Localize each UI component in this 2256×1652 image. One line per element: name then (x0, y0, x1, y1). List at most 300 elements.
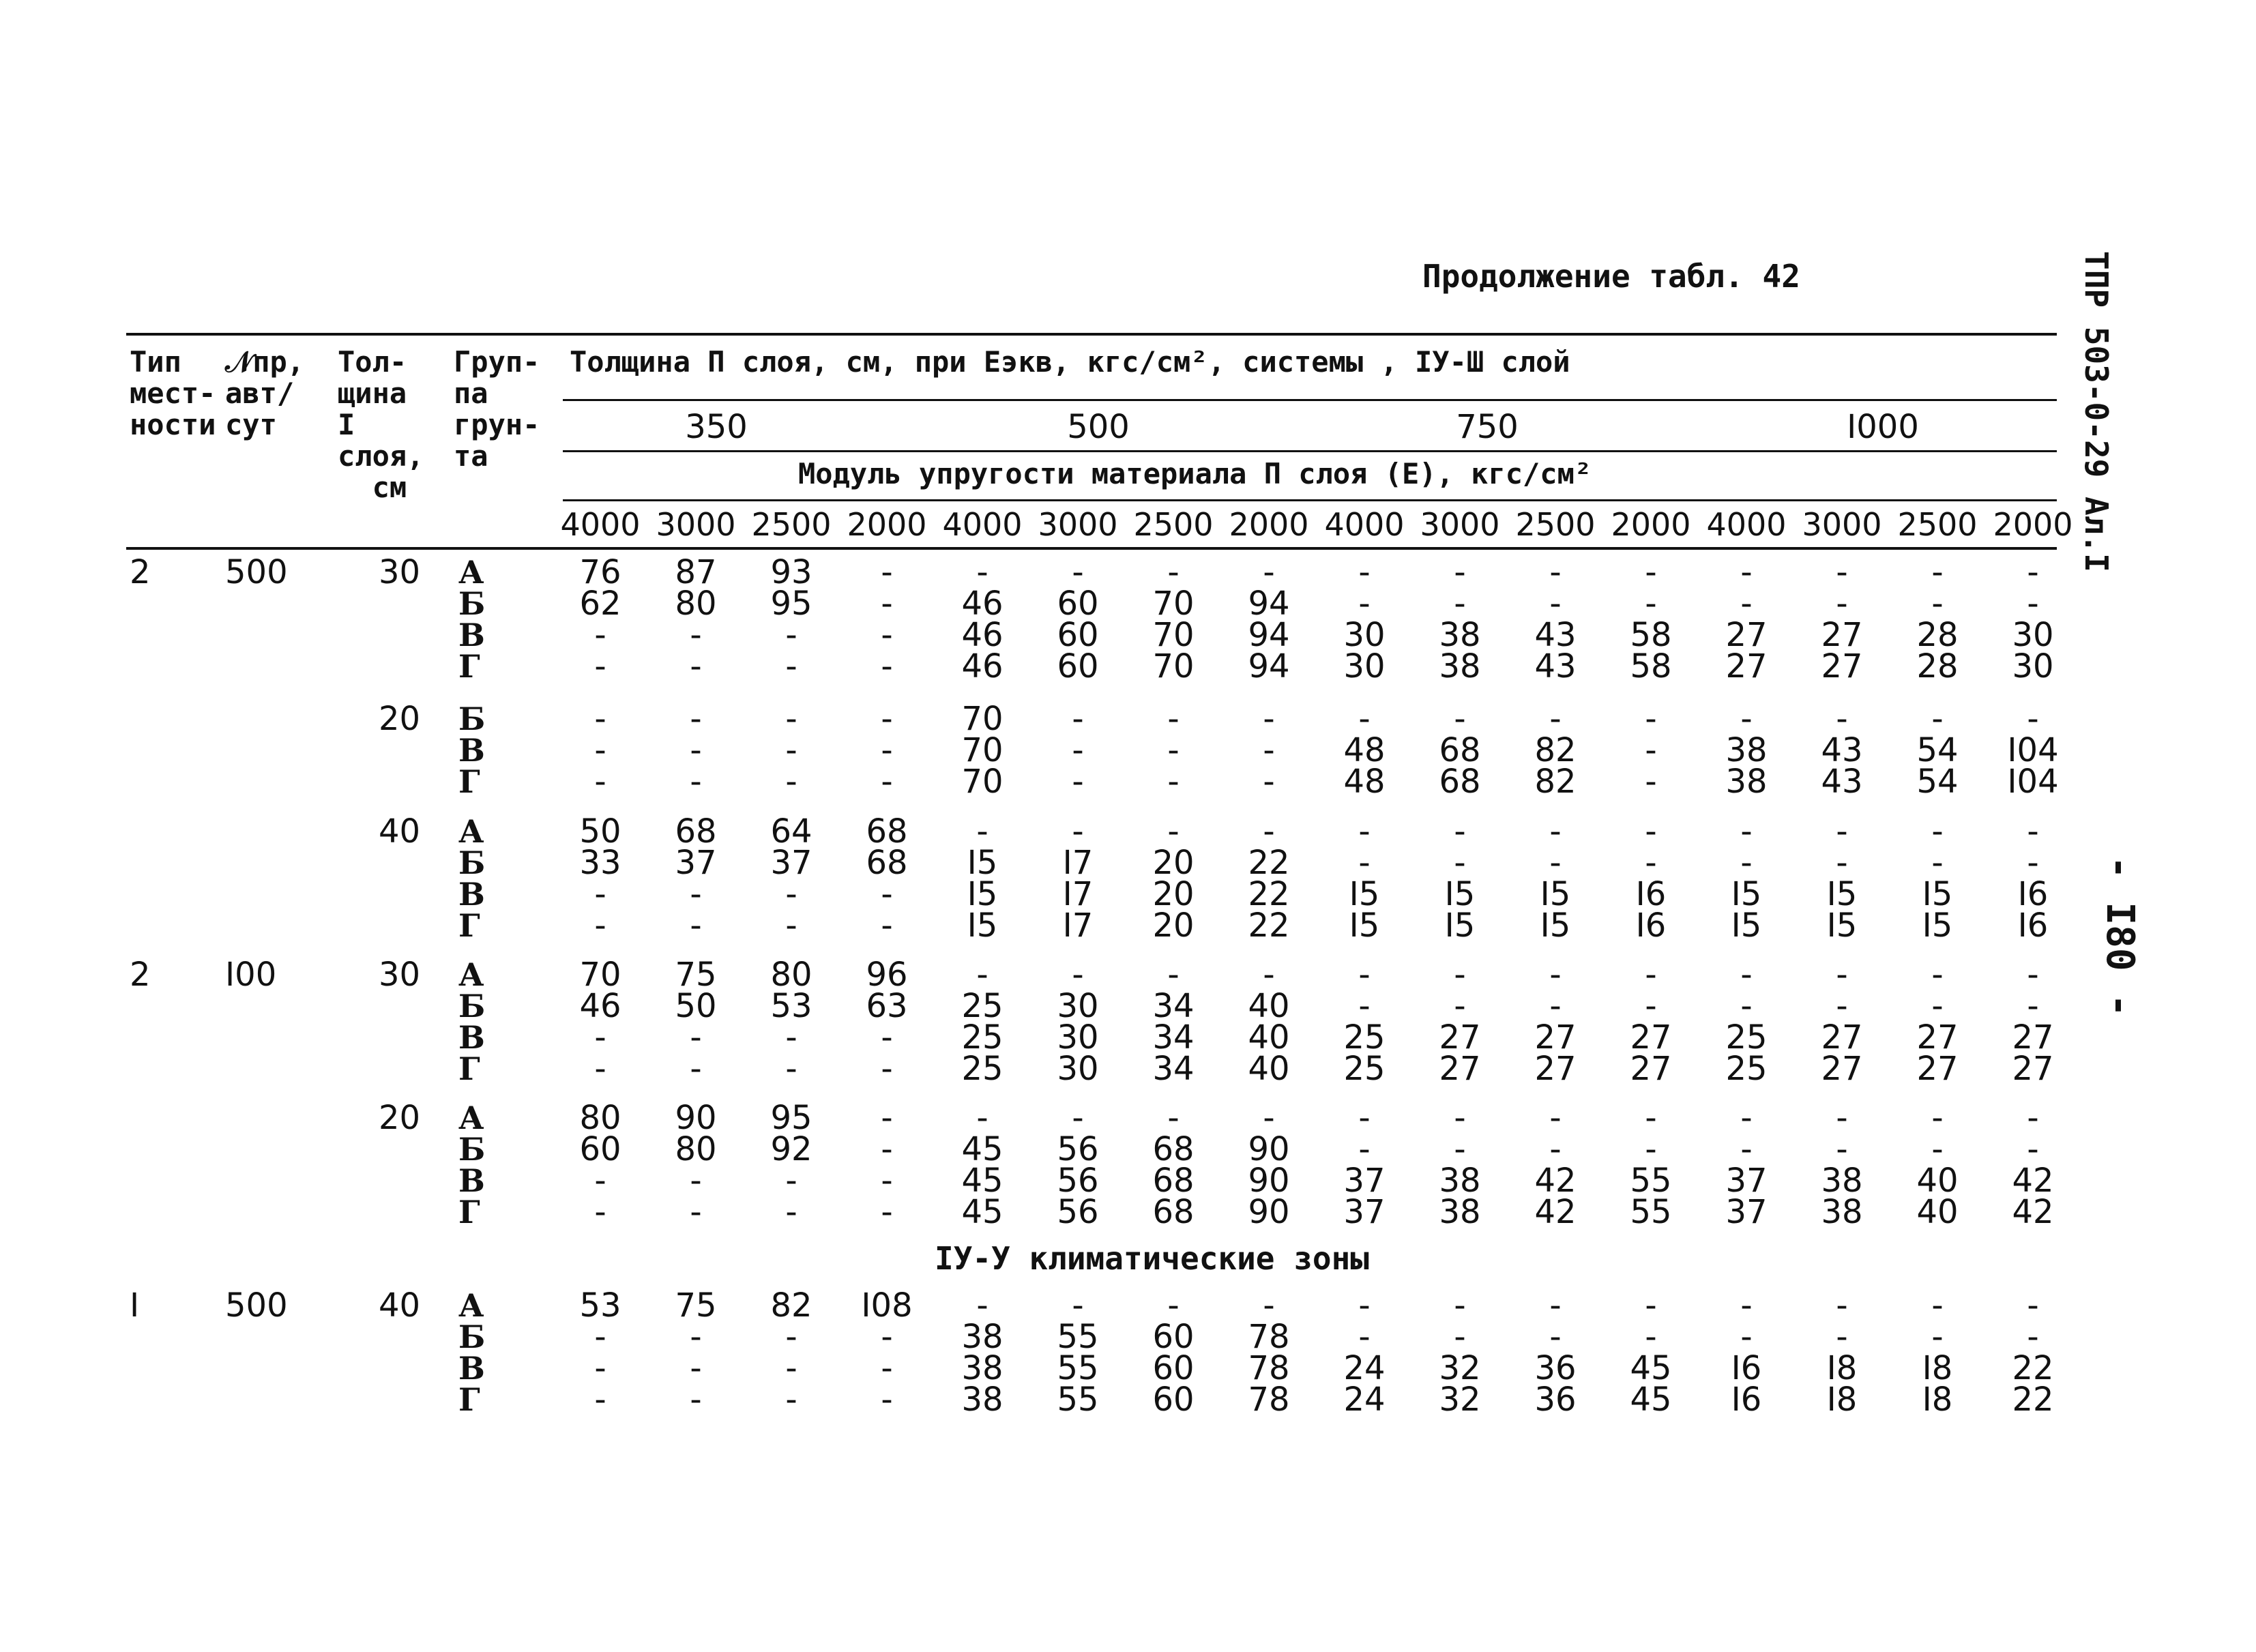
value-cell: - (1931, 585, 1944, 623)
value-cell: 45 (1630, 1381, 1672, 1419)
value-cell: 53 (770, 987, 812, 1025)
value-cell: - (881, 731, 893, 769)
value-cell: - (1645, 844, 1657, 882)
value-cell: 58 (1630, 647, 1672, 685)
value-cell: 30 (1057, 1018, 1099, 1057)
value-cell: 62 (579, 585, 621, 623)
value-cell: - (1549, 700, 1562, 738)
modulus-header: 2500 (1515, 506, 1596, 543)
value-cell: 25 (961, 1018, 1004, 1057)
value-cell: 80 (579, 1099, 621, 1137)
value-cell: 27 (1439, 1050, 1481, 1088)
side-document-code: ТПР 503-0-29 Ал.I (2078, 251, 2115, 572)
value-cell: 38 (1439, 616, 1481, 654)
value-cell: I6 (1635, 906, 1667, 945)
value-cell: 87 (675, 553, 717, 591)
value-cell: - (1358, 844, 1371, 882)
value-cell: 58 (1630, 616, 1672, 654)
value-cell: - (1167, 553, 1180, 591)
value-cell: I6 (1731, 1349, 1762, 1387)
value-cell: - (2027, 700, 2039, 738)
value-cell: - (785, 647, 797, 685)
value-cell: - (1931, 812, 1944, 851)
value-cell: - (1740, 585, 1753, 623)
value-cell: 55 (1057, 1381, 1099, 1419)
modulus-header: 4000 (1324, 506, 1405, 543)
value-cell: 30 (1343, 616, 1386, 654)
value-cell: 42 (2012, 1193, 2054, 1231)
value-cell: 43 (1821, 763, 1863, 801)
page-number: - I80 - (2098, 856, 2142, 1018)
value-cell: 38 (1439, 1162, 1481, 1200)
value-cell: - (690, 875, 702, 913)
value-cell: - (1931, 956, 1944, 994)
value-cell: 24 (1343, 1349, 1386, 1387)
value-cell: - (1549, 1099, 1562, 1137)
value-cell: 94 (1248, 616, 1290, 654)
value-cell: - (785, 1318, 797, 1356)
value-cell: 37 (1343, 1193, 1386, 1231)
header-layer-thickness: Тол- щина I слоя, см (338, 345, 424, 504)
value-cell: - (785, 1349, 797, 1387)
value-cell: - (1549, 812, 1562, 851)
thickness-cell: 40 (379, 1286, 421, 1325)
value-cell: 48 (1343, 731, 1386, 769)
value-cell: - (1931, 844, 1944, 882)
value-cell: - (785, 700, 797, 738)
value-cell: 32 (1439, 1381, 1481, 1419)
modulus-header: 2500 (1133, 506, 1214, 543)
thickness-cell: 20 (379, 700, 421, 738)
value-cell: 48 (1343, 763, 1386, 801)
value-cell: - (690, 1193, 702, 1231)
value-cell: - (1549, 987, 1562, 1025)
value-cell: - (1836, 844, 1848, 882)
value-cell: 22 (1248, 906, 1290, 945)
value-cell: 27 (1821, 1018, 1863, 1057)
value-cell: - (881, 1381, 893, 1419)
value-cell: - (1931, 987, 1944, 1025)
value-cell: - (881, 1130, 893, 1168)
modulus-header: 2000 (1611, 506, 1691, 543)
value-cell: 95 (770, 1099, 812, 1137)
value-cell: - (785, 1162, 797, 1200)
value-cell: - (785, 906, 797, 945)
value-cell: - (594, 1018, 606, 1057)
value-cell: - (1931, 553, 1944, 591)
value-cell: - (1072, 812, 1084, 851)
value-cell: - (1740, 812, 1753, 851)
value-cell: - (1645, 553, 1657, 591)
equivalent-modulus-group: 350 (685, 408, 748, 446)
value-cell: 40 (1248, 1050, 1290, 1088)
header-bottom-rule (126, 547, 2057, 550)
value-cell: 70 (579, 956, 621, 994)
value-cell: - (881, 647, 893, 685)
value-cell: 27 (1821, 616, 1863, 654)
value-cell: I04 (2007, 763, 2059, 801)
value-cell: I5 (1826, 875, 1858, 913)
soil-group-cell: В (458, 1350, 485, 1387)
value-cell: - (594, 1193, 606, 1231)
value-cell: - (1645, 1130, 1657, 1168)
value-cell: - (1549, 1286, 1562, 1325)
value-cell: 70 (961, 700, 1004, 738)
value-cell: 90 (1248, 1162, 1290, 1200)
value-cell: 38 (1725, 763, 1768, 801)
value-cell: 80 (770, 956, 812, 994)
value-cell: 28 (1916, 647, 1959, 685)
value-cell: - (1836, 553, 1848, 591)
soil-group-cell: Г (458, 907, 480, 944)
soil-group-cell: Б (458, 844, 486, 881)
value-cell: I8 (1826, 1381, 1858, 1419)
value-cell: - (1836, 585, 1848, 623)
value-cell: - (1931, 1286, 1944, 1325)
soil-group-cell: Б (458, 988, 486, 1024)
value-cell: - (594, 731, 606, 769)
value-cell: - (785, 731, 797, 769)
value-cell: I5 (1444, 875, 1476, 913)
value-cell: I5 (967, 875, 998, 913)
value-cell: 56 (1057, 1130, 1099, 1168)
value-cell: - (1167, 956, 1180, 994)
value-cell: 30 (2012, 616, 2054, 654)
value-cell: - (1263, 1286, 1275, 1325)
value-cell: - (1454, 1099, 1466, 1137)
value-cell: - (2027, 553, 2039, 591)
soil-group-cell: Б (458, 1131, 486, 1168)
value-cell: - (1454, 1286, 1466, 1325)
value-cell: - (1072, 956, 1084, 994)
value-cell: - (1358, 987, 1371, 1025)
value-cell: 34 (1152, 987, 1195, 1025)
value-cell: 50 (675, 987, 717, 1025)
value-cell: 40 (1916, 1162, 1959, 1200)
value-cell: - (2027, 812, 2039, 851)
value-cell: 50 (579, 812, 621, 851)
continuation-label: Продолжение табл. 42 (1422, 258, 1800, 295)
value-cell: - (2027, 1099, 2039, 1137)
value-cell: - (1931, 1130, 1944, 1168)
value-cell: - (1358, 956, 1371, 994)
value-cell: - (594, 647, 606, 685)
value-cell: I6 (2017, 875, 2049, 913)
value-cell: - (1645, 1318, 1657, 1356)
value-cell: I04 (2007, 731, 2059, 769)
value-cell: 82 (1534, 763, 1577, 801)
value-cell: 27 (1821, 1050, 1863, 1088)
value-cell: I7 (1062, 906, 1094, 945)
value-cell: - (1358, 1130, 1371, 1168)
value-cell: - (690, 763, 702, 801)
value-cell: 64 (770, 812, 812, 851)
value-cell: 38 (1439, 647, 1481, 685)
value-cell: - (881, 553, 893, 591)
modulus-header: 4000 (942, 506, 1023, 543)
value-cell: 27 (1821, 647, 1863, 685)
value-cell: - (1931, 1318, 1944, 1356)
value-cell: - (1454, 1318, 1466, 1356)
value-cell: - (1549, 1318, 1562, 1356)
value-cell: - (881, 1193, 893, 1231)
value-cell: 54 (1916, 763, 1959, 801)
value-cell: - (1549, 553, 1562, 591)
value-cell: - (1263, 731, 1275, 769)
value-cell: - (1836, 1099, 1848, 1137)
traffic-cell: I00 (225, 956, 277, 994)
value-cell: - (785, 1381, 797, 1419)
soil-group-cell: Г (458, 1194, 480, 1230)
value-cell: 24 (1343, 1381, 1386, 1419)
value-cell: - (1645, 700, 1657, 738)
modulus-header: 3000 (1420, 506, 1500, 543)
value-cell: 68 (1439, 763, 1481, 801)
value-cell: - (1263, 956, 1275, 994)
soil-group-cell: А (458, 956, 484, 993)
value-cell: 36 (1534, 1349, 1577, 1387)
value-cell: - (2027, 1130, 2039, 1168)
value-cell: - (1454, 553, 1466, 591)
value-cell: 25 (1343, 1018, 1386, 1057)
value-cell: - (1454, 956, 1466, 994)
value-cell: 68 (1152, 1193, 1195, 1231)
value-cell: 33 (579, 844, 621, 882)
value-cell: 28 (1916, 616, 1959, 654)
value-cell: - (1167, 1286, 1180, 1325)
value-cell: - (1358, 553, 1371, 591)
value-cell: 30 (1057, 987, 1099, 1025)
value-cell: - (881, 1162, 893, 1200)
value-cell: - (594, 1349, 606, 1387)
value-cell: 34 (1152, 1018, 1195, 1057)
value-cell: 46 (961, 585, 1004, 623)
value-cell: I5 (967, 906, 998, 945)
modulus-header: 3000 (1038, 506, 1118, 543)
value-cell: 43 (1821, 731, 1863, 769)
value-cell: - (1167, 731, 1180, 769)
value-cell: I5 (1444, 906, 1476, 945)
soil-group-cell: В (458, 1019, 485, 1056)
value-cell: 27 (2012, 1018, 2054, 1057)
modulus-title-rule (563, 499, 2057, 501)
value-cell: 68 (1152, 1130, 1195, 1168)
value-cell: - (1167, 700, 1180, 738)
modulus-header: 2000 (847, 506, 927, 543)
value-cell: - (1263, 700, 1275, 738)
value-cell: - (1836, 1286, 1848, 1325)
value-cell: 95 (770, 585, 812, 623)
value-cell: 60 (1152, 1349, 1195, 1387)
soil-group-cell: В (458, 732, 485, 769)
value-cell: 55 (1630, 1162, 1672, 1200)
value-cell: 94 (1248, 647, 1290, 685)
soil-group-cell: А (458, 554, 484, 591)
value-cell: - (1740, 1130, 1753, 1168)
value-cell: - (1167, 812, 1180, 851)
value-cell: - (976, 1286, 988, 1325)
value-cell: 68 (675, 812, 717, 851)
value-cell: 55 (1630, 1193, 1672, 1231)
value-cell: - (1740, 1318, 1753, 1356)
value-cell: 78 (1248, 1349, 1290, 1387)
value-cell: 27 (1439, 1018, 1481, 1057)
terrain-type-cell: 2 (130, 553, 151, 591)
climatic-zone-label: IУ-У климатические зоны (935, 1240, 1369, 1277)
value-cell: - (1836, 700, 1848, 738)
value-cell: - (785, 1050, 797, 1088)
value-cell: - (2027, 1318, 2039, 1356)
value-cell: 30 (2012, 647, 2054, 685)
value-cell: - (1740, 987, 1753, 1025)
value-cell: 70 (961, 731, 1004, 769)
value-cell: I5 (1349, 906, 1380, 945)
value-cell: 27 (1725, 616, 1768, 654)
thickness-cell: 30 (379, 956, 421, 994)
value-cell: - (1263, 812, 1275, 851)
value-cell: - (1645, 1099, 1657, 1137)
value-cell: 37 (1343, 1162, 1386, 1200)
value-cell: 27 (1916, 1018, 1959, 1057)
value-cell: - (2027, 585, 2039, 623)
value-cell: 37 (1725, 1193, 1768, 1231)
value-cell: I6 (2017, 906, 2049, 945)
soil-group-cell: В (458, 617, 485, 653)
value-cell: 25 (961, 987, 1004, 1025)
table-top-rule (126, 333, 2057, 336)
traffic-cell: 500 (225, 1286, 288, 1325)
value-cell: 75 (675, 1286, 717, 1325)
value-cell: - (1072, 1099, 1084, 1137)
value-cell: 20 (1152, 844, 1195, 882)
value-cell: - (690, 731, 702, 769)
value-cell: - (1549, 585, 1562, 623)
value-cell: - (881, 1318, 893, 1356)
value-cell: 27 (1725, 647, 1768, 685)
value-cell: 27 (1534, 1050, 1577, 1088)
value-cell: - (976, 1099, 988, 1137)
value-cell: - (594, 700, 606, 738)
soil-group-cell: В (458, 1162, 485, 1199)
value-cell: - (785, 1018, 797, 1057)
value-cell: I7 (1062, 875, 1094, 913)
value-cell: 60 (1152, 1318, 1195, 1356)
value-cell: - (881, 1349, 893, 1387)
value-cell: 56 (1057, 1162, 1099, 1200)
value-cell: I8 (1922, 1381, 1953, 1419)
value-cell: - (690, 647, 702, 685)
value-cell: - (690, 1018, 702, 1057)
value-cell: - (1645, 763, 1657, 801)
value-cell: 30 (1057, 1050, 1099, 1088)
value-cell: 78 (1248, 1381, 1290, 1419)
value-cell: 34 (1152, 1050, 1195, 1088)
value-cell: 60 (1152, 1381, 1195, 1419)
value-cell: 40 (1248, 987, 1290, 1025)
soil-group-cell: Б (458, 585, 486, 622)
value-cell: - (594, 1162, 606, 1200)
value-cell: - (976, 812, 988, 851)
value-cell: - (1454, 1130, 1466, 1168)
value-cell: - (1358, 585, 1371, 623)
soil-group-cell: Б (458, 700, 486, 737)
value-cell: 60 (1057, 647, 1099, 685)
value-cell: 22 (2012, 1349, 2054, 1387)
value-cell: - (594, 1381, 606, 1419)
value-cell: - (1358, 700, 1371, 738)
value-cell: - (1358, 1318, 1371, 1356)
terrain-type-cell: 2 (130, 956, 151, 994)
soil-group-cell: Г (458, 648, 480, 685)
value-cell: 90 (1248, 1130, 1290, 1168)
value-cell: - (1358, 1099, 1371, 1137)
value-cell: 38 (1725, 731, 1768, 769)
value-cell: - (2027, 1286, 2039, 1325)
value-cell: I8 (1922, 1349, 1953, 1387)
modulus-header: 3000 (1802, 506, 1882, 543)
value-cell: - (1454, 987, 1466, 1025)
soil-group-cell: А (458, 1100, 484, 1136)
value-cell: 42 (1534, 1193, 1577, 1231)
value-cell: - (785, 1193, 797, 1231)
modulus-header: 4000 (1706, 506, 1787, 543)
value-cell: I5 (1731, 875, 1762, 913)
value-cell: - (1645, 987, 1657, 1025)
value-cell: 38 (961, 1318, 1004, 1356)
value-cell: I5 (1826, 906, 1858, 945)
value-cell: - (2027, 956, 2039, 994)
value-cell: 56 (1057, 1193, 1099, 1231)
equivalent-modulus-group: 500 (1067, 408, 1130, 446)
value-cell: 55 (1057, 1349, 1099, 1387)
value-cell: 82 (770, 1286, 812, 1325)
value-cell: 60 (1057, 616, 1099, 654)
value-cell: 45 (961, 1130, 1004, 1168)
value-cell: - (881, 616, 893, 654)
value-cell: 30 (1343, 647, 1386, 685)
value-cell: - (881, 875, 893, 913)
value-cell: 76 (579, 553, 621, 591)
value-cell: I8 (1826, 1349, 1858, 1387)
header-soil-group: Груп- па грун- та (454, 345, 540, 473)
value-cell: 70 (1152, 585, 1195, 623)
value-cell: - (690, 1381, 702, 1419)
value-cell: 45 (961, 1162, 1004, 1200)
value-cell: - (690, 700, 702, 738)
value-cell: - (594, 1050, 606, 1088)
value-cell: 27 (2012, 1050, 2054, 1088)
value-cell: 68 (866, 812, 908, 851)
value-cell: 38 (1821, 1162, 1863, 1200)
value-cell: 80 (675, 585, 717, 623)
modulus-header: 2500 (1897, 506, 1978, 543)
equivalent-modulus-group: 750 (1456, 408, 1519, 446)
value-cell: 75 (675, 956, 717, 994)
value-cell: - (1454, 812, 1466, 851)
value-cell: - (2027, 987, 2039, 1025)
value-cell: 54 (1916, 731, 1959, 769)
modulus-header: 4000 (560, 506, 641, 543)
value-cell: I5 (1540, 875, 1571, 913)
value-cell: 42 (1534, 1162, 1577, 1200)
value-cell: 20 (1152, 906, 1195, 945)
value-cell: - (1836, 1130, 1848, 1168)
soil-group-cell: Б (458, 1318, 486, 1355)
value-cell: - (594, 1318, 606, 1356)
value-cell: 45 (1630, 1349, 1672, 1387)
value-cell: - (1072, 763, 1084, 801)
value-cell: - (690, 1162, 702, 1200)
